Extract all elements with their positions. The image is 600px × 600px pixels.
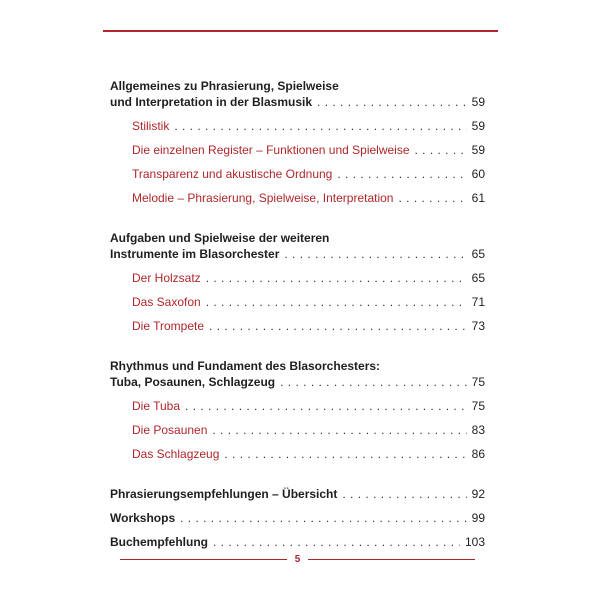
toc-entry-sub[interactable]	[110, 270, 485, 286]
toc-section-1	[110, 78, 485, 206]
entry-page: 92	[471, 487, 485, 501]
entry-title: Die einzelnen Register – Funktionen und Spielweise	[132, 143, 410, 157]
toc-entry-sub[interactable]	[110, 294, 485, 310]
toc-entry-sub[interactable]	[110, 118, 485, 134]
dot-leader	[206, 294, 467, 310]
footer-rule-right	[308, 559, 475, 560]
section-heading: Allgemeines zu Phrasierung, Spielweise	[110, 79, 339, 93]
toc-entry-sub[interactable]	[110, 422, 485, 438]
toc-entry-sub[interactable]	[110, 398, 485, 414]
table-of-contents	[110, 78, 485, 550]
toc-entry-main[interactable]	[110, 510, 485, 526]
entry-page: 61	[471, 191, 485, 205]
entry-title: Buchempfehlung	[110, 535, 208, 549]
dot-leader	[185, 398, 467, 414]
toc-entry-main[interactable]	[110, 486, 485, 502]
entry-title: Transparenz und akustische Ordnung	[132, 167, 333, 181]
entry-page: 65	[471, 247, 485, 261]
dot-leader	[206, 270, 467, 286]
entry-page: 83	[471, 423, 485, 437]
entry-title: Das Schlagzeug	[132, 447, 220, 461]
entry-title: Instrumente im Blasorchester	[110, 247, 280, 261]
footer-rule-left	[120, 559, 287, 560]
page-number: 5	[294, 553, 301, 565]
entry-title: und Interpretation in der Blasmusik	[110, 95, 313, 109]
dot-leader	[212, 422, 466, 438]
top-rule	[103, 30, 498, 32]
dot-leader	[398, 190, 466, 206]
entry-title: Die Posaunen	[132, 423, 208, 437]
section-heading: Aufgaben und Spielweise der weiteren	[110, 231, 330, 245]
entry-page: 103	[464, 535, 485, 549]
toc-entry-main[interactable]	[110, 94, 485, 110]
entry-title: Workshops	[110, 511, 176, 525]
dot-leader	[209, 318, 467, 334]
dot-leader	[180, 510, 467, 526]
section-heading: Rhythmus und Fundament des Blasorchesters:	[110, 359, 381, 373]
dot-leader	[224, 446, 466, 462]
entry-page: 59	[471, 119, 485, 133]
entry-page: 59	[471, 143, 485, 157]
toc-entry-sub[interactable]	[110, 190, 485, 206]
dot-leader	[280, 374, 467, 390]
dot-leader	[317, 94, 467, 110]
page-footer	[120, 552, 475, 566]
entry-page: 65	[471, 271, 485, 285]
entry-title: Melodie – Phrasierung, Spielweise, Interpretation	[132, 191, 394, 205]
dot-leader	[174, 118, 466, 134]
entry-page: 75	[471, 399, 485, 413]
entry-title: Die Tuba	[132, 399, 181, 413]
entry-page: 71	[471, 295, 485, 309]
entry-page: 86	[471, 447, 485, 461]
dot-leader	[342, 486, 466, 502]
dot-leader	[213, 534, 460, 550]
toc-entry-sub[interactable]	[110, 318, 485, 334]
toc-entry-sub[interactable]	[110, 142, 485, 158]
entry-title: Der Holzsatz	[132, 271, 201, 285]
toc-entry-sub[interactable]	[110, 446, 485, 462]
entry-page: 99	[471, 511, 485, 525]
entry-title: Das Saxofon	[132, 295, 201, 309]
entry-title: Phrasierungsempfehlungen – Übersicht	[110, 487, 338, 501]
entry-page: 59	[471, 95, 485, 109]
dot-leader	[415, 142, 467, 158]
toc-entry-main[interactable]	[110, 534, 485, 550]
entry-title: Die Trompete	[132, 319, 205, 333]
toc-entry-main[interactable]	[110, 374, 485, 390]
dot-leader	[284, 246, 466, 262]
toc-section-3	[110, 358, 485, 462]
entry-title: Tuba, Posaunen, Schlagzeug	[110, 375, 276, 389]
entry-page: 75	[471, 375, 485, 389]
entry-title: Stilistik	[132, 119, 170, 133]
toc-section-2	[110, 230, 485, 334]
entry-page: 73	[471, 319, 485, 333]
dot-leader	[337, 166, 466, 182]
entry-page: 60	[471, 167, 485, 181]
toc-entry-main[interactable]	[110, 246, 485, 262]
toc-entry-sub[interactable]	[110, 166, 485, 182]
